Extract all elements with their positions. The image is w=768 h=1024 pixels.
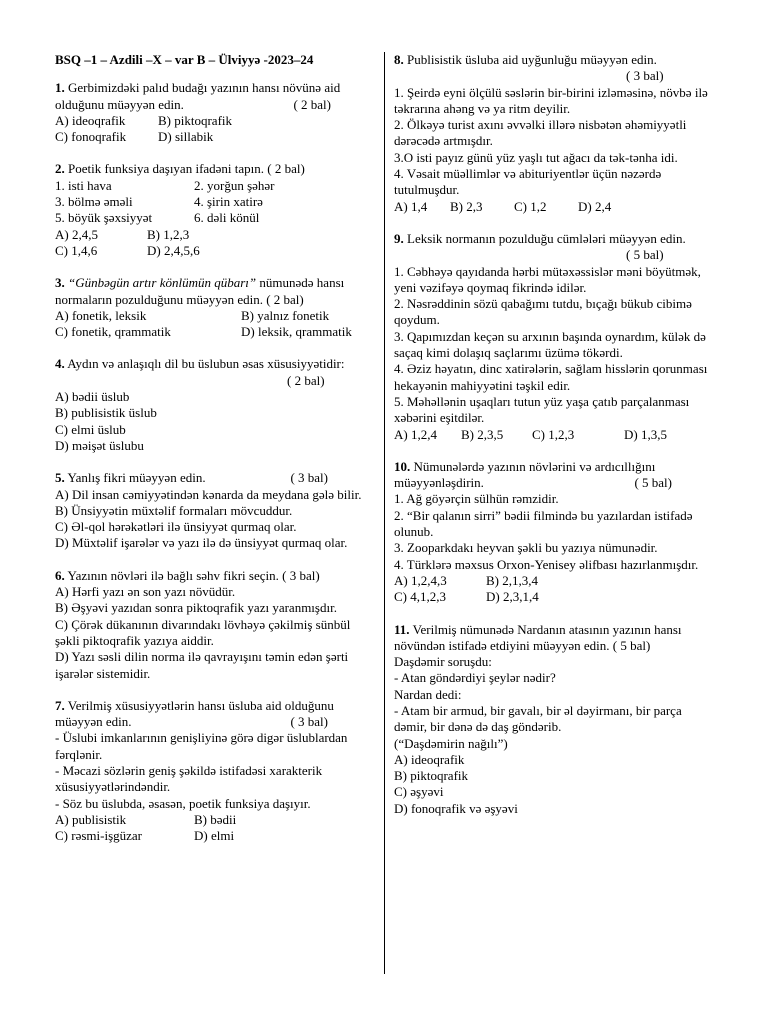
question-number: 1. (55, 80, 65, 96)
option-a[interactable]: A) 2,4,5 (55, 226, 98, 242)
list-item: 1. Şeirdə eyni ölçülü səslərin bir-birini izləməsinə, növbə ilə təkrarına ahəng və ya ritm deyilir. (394, 84, 708, 116)
option-a[interactable]: A) ideoqrafik (55, 112, 126, 128)
option-c[interactable]: C) Əl-qol hərəkətləri ilə ünsiyyət qurmaq olar. (55, 519, 297, 535)
option-a[interactable]: A) Dil insan cəmiyyətindən kənarda da meydana gələ bilir. (55, 486, 362, 502)
question-9: 9. Leksik normanın pozulduğu cümlələri müəyyən edin. ( 5 bal) 1. Cəbhəyə qayıdanda hərbi mütəxəssislər məni böyütmək, yeni vəzifəyə qoymaq fikrində idilər. 2. Nəsrəddinin sözü qabağımı tutdu, bıçağı bükub cibimə qoydum. 3. Qapımızdan keçən su arxının başında oynardım, külək də saçaq kimi dolaşıq saçlarımı üzümə tökərdi. 4. Əziz həyatın, dinc xatirələrin, sağlam hisslərin qorunması hekayənin mahiyyətini təşkil edir. 5. Məhəllənin uşaqları tutun yüz yaşa çatıb parçalanması xəbərini eşitdilər. A) 1,2,4 B) 2,3,5 C) 1,2,3 D) 1,3,5 (394, 231, 714, 443)
quoted-sample: “Günbəgün artır könlümün qübarı” (68, 275, 257, 291)
option-b[interactable]: B) bədii (194, 811, 237, 827)
option-a[interactable]: A) 1,2,4,3 (394, 572, 447, 588)
list-item: 5. böyük şəxsiyyət (55, 210, 153, 226)
list-item: 1. Ağ göyərçin sülhün rəmzidir. (394, 491, 559, 507)
list-item: 3.O isti payız günü yüz yaşlı tut ağacı da tək-tənha idi. (394, 149, 678, 165)
list-item: 2. yorğun şəhər (194, 177, 275, 193)
question-number: 2. (55, 161, 65, 177)
question-number: 9. (394, 230, 404, 246)
dialogue-line: - Atam bir armud, bir gavalı, bir əl dəyirmanı, bir parça dəmir, bir dənə də daş göndərib. (394, 702, 682, 735)
list-item: 5. Məhəllənin uşaqları tutun yüz yaşa çatıb parçalanması xəbərini eşitdilər. (394, 393, 690, 426)
question-8: 8. Publisistik üsluba aid uyğunluğu müəyyən edin. ( 3 bal) 1. Şeirdə eyni ölçülü səslərin bir-birini izləməsinə, növbə ilə təkrarına ahəng və ya ritm deyilir. 2. Ölkəyə turist axını əvvəlki illərə nisbətən əhəmiyyətli dərəcədə artmışdır. 3.O isti payız günü yüz yaşlı tut ağacı da tək-tənha idi. 4. Vəsait müəllimlər və abituriyentlər üçün nəzərdə tutulmuşdur. A) 1,4 B) 2,3 C) 1,2 D) 2,4 (394, 52, 714, 215)
option-d[interactable]: D) 1,3,5 (624, 426, 667, 442)
option-d[interactable]: D) məişət üslubu (55, 437, 144, 453)
option-d[interactable]: D) elmi (194, 828, 235, 844)
option-b[interactable]: B) yalnız fonetik (241, 307, 330, 323)
option-b[interactable]: B) publisistik üslub (55, 405, 157, 421)
option-c[interactable]: C) Çörək dükanının divarındakı lövhəyə çəkilmiş sünbül şəkli piktoqrafik yazıya aiddir. (55, 616, 351, 648)
left-column (55, 52, 373, 860)
option-a[interactable]: A) publisistik (55, 811, 127, 827)
option-c[interactable]: C) 1,2,3 (532, 426, 575, 442)
points-label: ( 2 bal) (287, 372, 325, 388)
question-7: 7. Verilmiş xüsusiyyətlərin hansı üsluba aid olduğunu müəyyən edin. ( 3 bal) - Üslubi imkanlarının genişliyinə görə digər üslublardan fərqlənir. - Məcazi sözlərin geniş şəkildə istifadəsi xarakterik xüsusiyyətlərindəndir. - Söz bu üslubda, əsasən, poetik funksiya daşıyır. A) publisistik B) bədii C) rəsmi-işgüzar D) elmi (55, 698, 373, 845)
points-label: ( 5 bal) (634, 475, 672, 491)
feature-line: - Söz bu üslubda, əsasən, poetik funksiya daşıyır. (55, 795, 311, 811)
points-label: ( 5 bal) (626, 247, 664, 263)
question-number: 7. (55, 697, 65, 713)
question-number: 8. (394, 52, 404, 67)
option-a[interactable]: A) Hərfi yazı ən son yazı növüdür. (55, 584, 236, 600)
option-b[interactable]: B) Ünsiyyətin müxtəlif formaları mövcuddur. (55, 502, 293, 518)
option-b[interactable]: B) piktoqrafik (158, 112, 233, 128)
list-item: 2. Nəsrəddinin sözü qabağımı tutdu, bıçağı bükub cibimə qoydum. (394, 296, 692, 328)
list-item: 4. Türklərə məxsus Orxon-Yenisey əlifbası hazırlanmışdır. (394, 556, 699, 572)
option-b[interactable]: B) piktoqrafik (394, 768, 469, 784)
option-a[interactable]: A) 1,4 (394, 198, 428, 214)
list-item: 6. dəli könül (194, 210, 260, 226)
list-item: 3. Qapımızdan keçən su arxının başında oynardım, külək də saçaq kimi dolaşıq saçlarımı üzümə tökərdi. (394, 328, 706, 361)
option-b[interactable]: B) 2,3 (450, 198, 483, 214)
question-number: 11. (394, 621, 410, 637)
option-c[interactable]: C) fonoqrafik (55, 129, 127, 145)
option-b[interactable]: B) Əşyəvi yazıdan sonra piktoqrafik yazı yaranmışdır. (55, 600, 337, 616)
list-item: 2. “Bir qalanın sirri” bədii filmində bu yazılardan istifadə olunub. (394, 507, 693, 540)
option-d[interactable]: D) Müxtəlif işarələr və yazı ilə də ünsiyyət qurmaq olar. (55, 535, 348, 551)
list-item: 3. bölmə əməli (55, 194, 133, 210)
option-d[interactable]: D) 2,4,5,6 (147, 242, 200, 258)
question-number: 4. (55, 356, 65, 372)
option-d[interactable]: D) 2,4 (578, 198, 612, 214)
question-number: 3. (55, 275, 65, 291)
list-item: 1. isti hava (55, 177, 112, 193)
page-title: BSQ –1 – Azdili –X – var B – Ülviyyə -2023–24 (55, 52, 314, 67)
list-item: 3. Zooparkdakı heyvan şəkli bu yazıya nümunədir. (394, 540, 658, 556)
feature-line: - Üslubi imkanlarının genişliyinə görə digər üslublardan fərqlənir. (55, 730, 348, 762)
question-5: 5. Yanlış fikri müəyyən edin. ( 3 bal) A) Dil insan cəmiyyətindən kənarda da meydana gələ bilir. B) Ünsiyyətin müxtəlif formaları mövcuddur. C) Əl-qol hərəkətləri ilə ünsiyyət qurmaq olar. D) Müxtəlif işarələr və yazı ilə də ünsiyyət qurmaq olar. (55, 470, 373, 551)
dialogue-line: Daşdəmir soruşdu: (394, 654, 492, 670)
feature-line: - Məcazi sözlərin geniş şəkildə istifadəsi xarakterik xüsusiyyətlərindəndir. (55, 762, 323, 795)
option-d[interactable]: D) Yazı səsli dilin norma ilə qavrayışını təmin edən şərti işarələr sistemidir. (55, 649, 349, 681)
source-citation: (“Daşdəmirin nağılı”) (394, 735, 508, 751)
option-b[interactable]: B) 2,1,3,4 (486, 572, 538, 588)
column-divider (384, 52, 385, 974)
option-a[interactable]: A) fonetik, leksik (55, 307, 147, 323)
list-item: 4. Əziz həyatın, dinc xatirələrin, sağlam hisslərin qorunması hekayənin mahiyyətini təşkil edir. (394, 361, 708, 393)
option-b[interactable]: B) 2,3,5 (461, 426, 504, 442)
option-c[interactable]: C) əşyəvi (394, 784, 444, 800)
points-label: ( 3 bal) (626, 68, 664, 84)
option-c[interactable]: C) rəsmi-işgüzar (55, 828, 143, 844)
question-number: 6. (55, 567, 65, 583)
points-label: ( 2 bal) (293, 96, 331, 112)
option-c[interactable]: C) 1,4,6 (55, 242, 98, 258)
option-d[interactable]: D) leksik, qrammatik (241, 324, 352, 340)
points-label: ( 2 bal) (267, 161, 305, 177)
option-c[interactable]: C) elmi üslub (55, 421, 126, 437)
question-1: 1. Gerbimizdəki palıd budağı yazının hansı növünə aid olduğunu müəyyən edin. ( 2 bal) A) ideoqrafik B) piktoqrafik C) fonoqrafik D) sillabik (55, 80, 373, 145)
question-number: 5. (55, 470, 65, 486)
question-4: 4. Aydın və anlaşıqlı dil bu üslubun əsas xüsusiyyətidir: ( 2 bal) A) bədii üslub B) publisistik üslub C) elmi üslub D) məişət üslubu (55, 356, 373, 454)
question-11: 11. Verilmiş nümunədə Nardanın atasının yazının hansı növündən istifadə etdiyini müəyyən edin. ( 5 bal) Daşdəmir soruşdu: - Atan göndərdiyi şeylər nədir? Nardan dedi: - Atam bir armud, bir gavalı, bir əl dəyirmanı, bir parça dəmir, bir dənə də daş göndərib. (“Daşdəmirin nağılı”) A) ideoqrafik B) piktoqrafik C) əşyəvi D) fonoqrafik və əşyəvi (394, 622, 714, 818)
option-a[interactable]: A) bədii üslub (55, 389, 130, 405)
option-a[interactable]: A) ideoqrafik (394, 751, 465, 767)
question-2: 2. Poetik funksiya daşıyan ifadəni tapın. ( 2 bal) 1. isti hava 2. yorğun şəhər 3. bölmə əməli 4. şirin xatirə 5. böyük şəxsiyyət 6. dəli könül A) 2,4,5 B) 1,2,3 C) 1,4,6 D) 2,4,5,6 (55, 161, 373, 259)
option-c[interactable]: C) 1,2 (514, 198, 547, 214)
points-label: ( 3 bal) (290, 714, 328, 730)
dialogue-line: Nardan dedi: (394, 686, 462, 702)
option-d[interactable]: D) sillabik (158, 129, 214, 145)
question-6: 6. Yazının növləri ilə bağlı səhv fikri seçin. ( 3 bal) A) Hərfi yazı ən son yazı növüdür. B) Əşyəvi yazıdan sonra piktoqrafik yazı yaranmışdır. C) Çörək dükanının divarındakı lövhəyə çəkilmiş sünbül şəkli piktoqrafik yazıya aiddir. D) Yazı səsli dilin norma ilə qavrayışını təmin edən şərti işarələr sistemidir. (55, 568, 373, 682)
option-d[interactable]: D) fonoqrafik və əşyəvi (394, 800, 518, 816)
option-c[interactable]: C) fonetik, qrammatik (55, 324, 171, 340)
dialogue-line: - Atan göndərdiyi şeylər nədir? (394, 670, 556, 686)
right-column (394, 52, 714, 833)
list-item: 4. Vəsait müəllimlər və abituriyentlər üçün nəzərdə tutulmuşdur. (394, 166, 662, 198)
list-item: 4. şirin xatirə (194, 194, 263, 210)
points-label: ( 3 bal) (282, 567, 320, 583)
question-number: 10. (394, 458, 411, 474)
option-d[interactable]: D) 2,3,1,4 (486, 589, 539, 605)
points-label: ( 2 bal) (266, 291, 304, 307)
option-a[interactable]: A) 1,2,4 (394, 426, 437, 442)
list-item: 1. Cəbhəyə qayıdanda hərbi mütəxəssislər məni böyütmək, yeni vəzifəyə qoymaq fikrində idilər. (394, 263, 701, 295)
list-item: 2. Ölkəyə turist axını əvvəlki illərə nisbətən əhəmiyyətli dərəcədə artmışdır. (394, 117, 687, 149)
option-b[interactable]: B) 1,2,3 (147, 226, 190, 242)
points-label: ( 5 bal) (612, 637, 651, 653)
option-c[interactable]: C) 4,1,2,3 (394, 589, 446, 605)
question-10: 10. Nümunələrdə yazının növlərini və ardıcıllığını müəyyənləşdirin. ( 5 bal) 1. Ağ göyərçin sülhün rəmzidir. 2. “Bir qalanın sirri” bədii filmində bu yazılardan istifadə olunub. 3. Zooparkdakı heyvan şəkli bu yazıya nümunədir. 4. Türklərə məxsus Orxon-Yenisey əlifbası hazırlanmışdır. A) 1,2,4,3 B) 2,1,3,4 C) 4,1,2,3 D) 2,3,1,4 (394, 459, 714, 606)
question-3: 3. “Günbəgün artır könlümün qübarı” nümunədə hansı normaların pozulduğunu müəyyən edin. ( 2 bal) A) fonetik, leksik B) yalnız fonetik C) fonetik, qrammatik D) leksik, qrammatik (55, 275, 373, 340)
points-label: ( 3 bal) (290, 470, 328, 486)
